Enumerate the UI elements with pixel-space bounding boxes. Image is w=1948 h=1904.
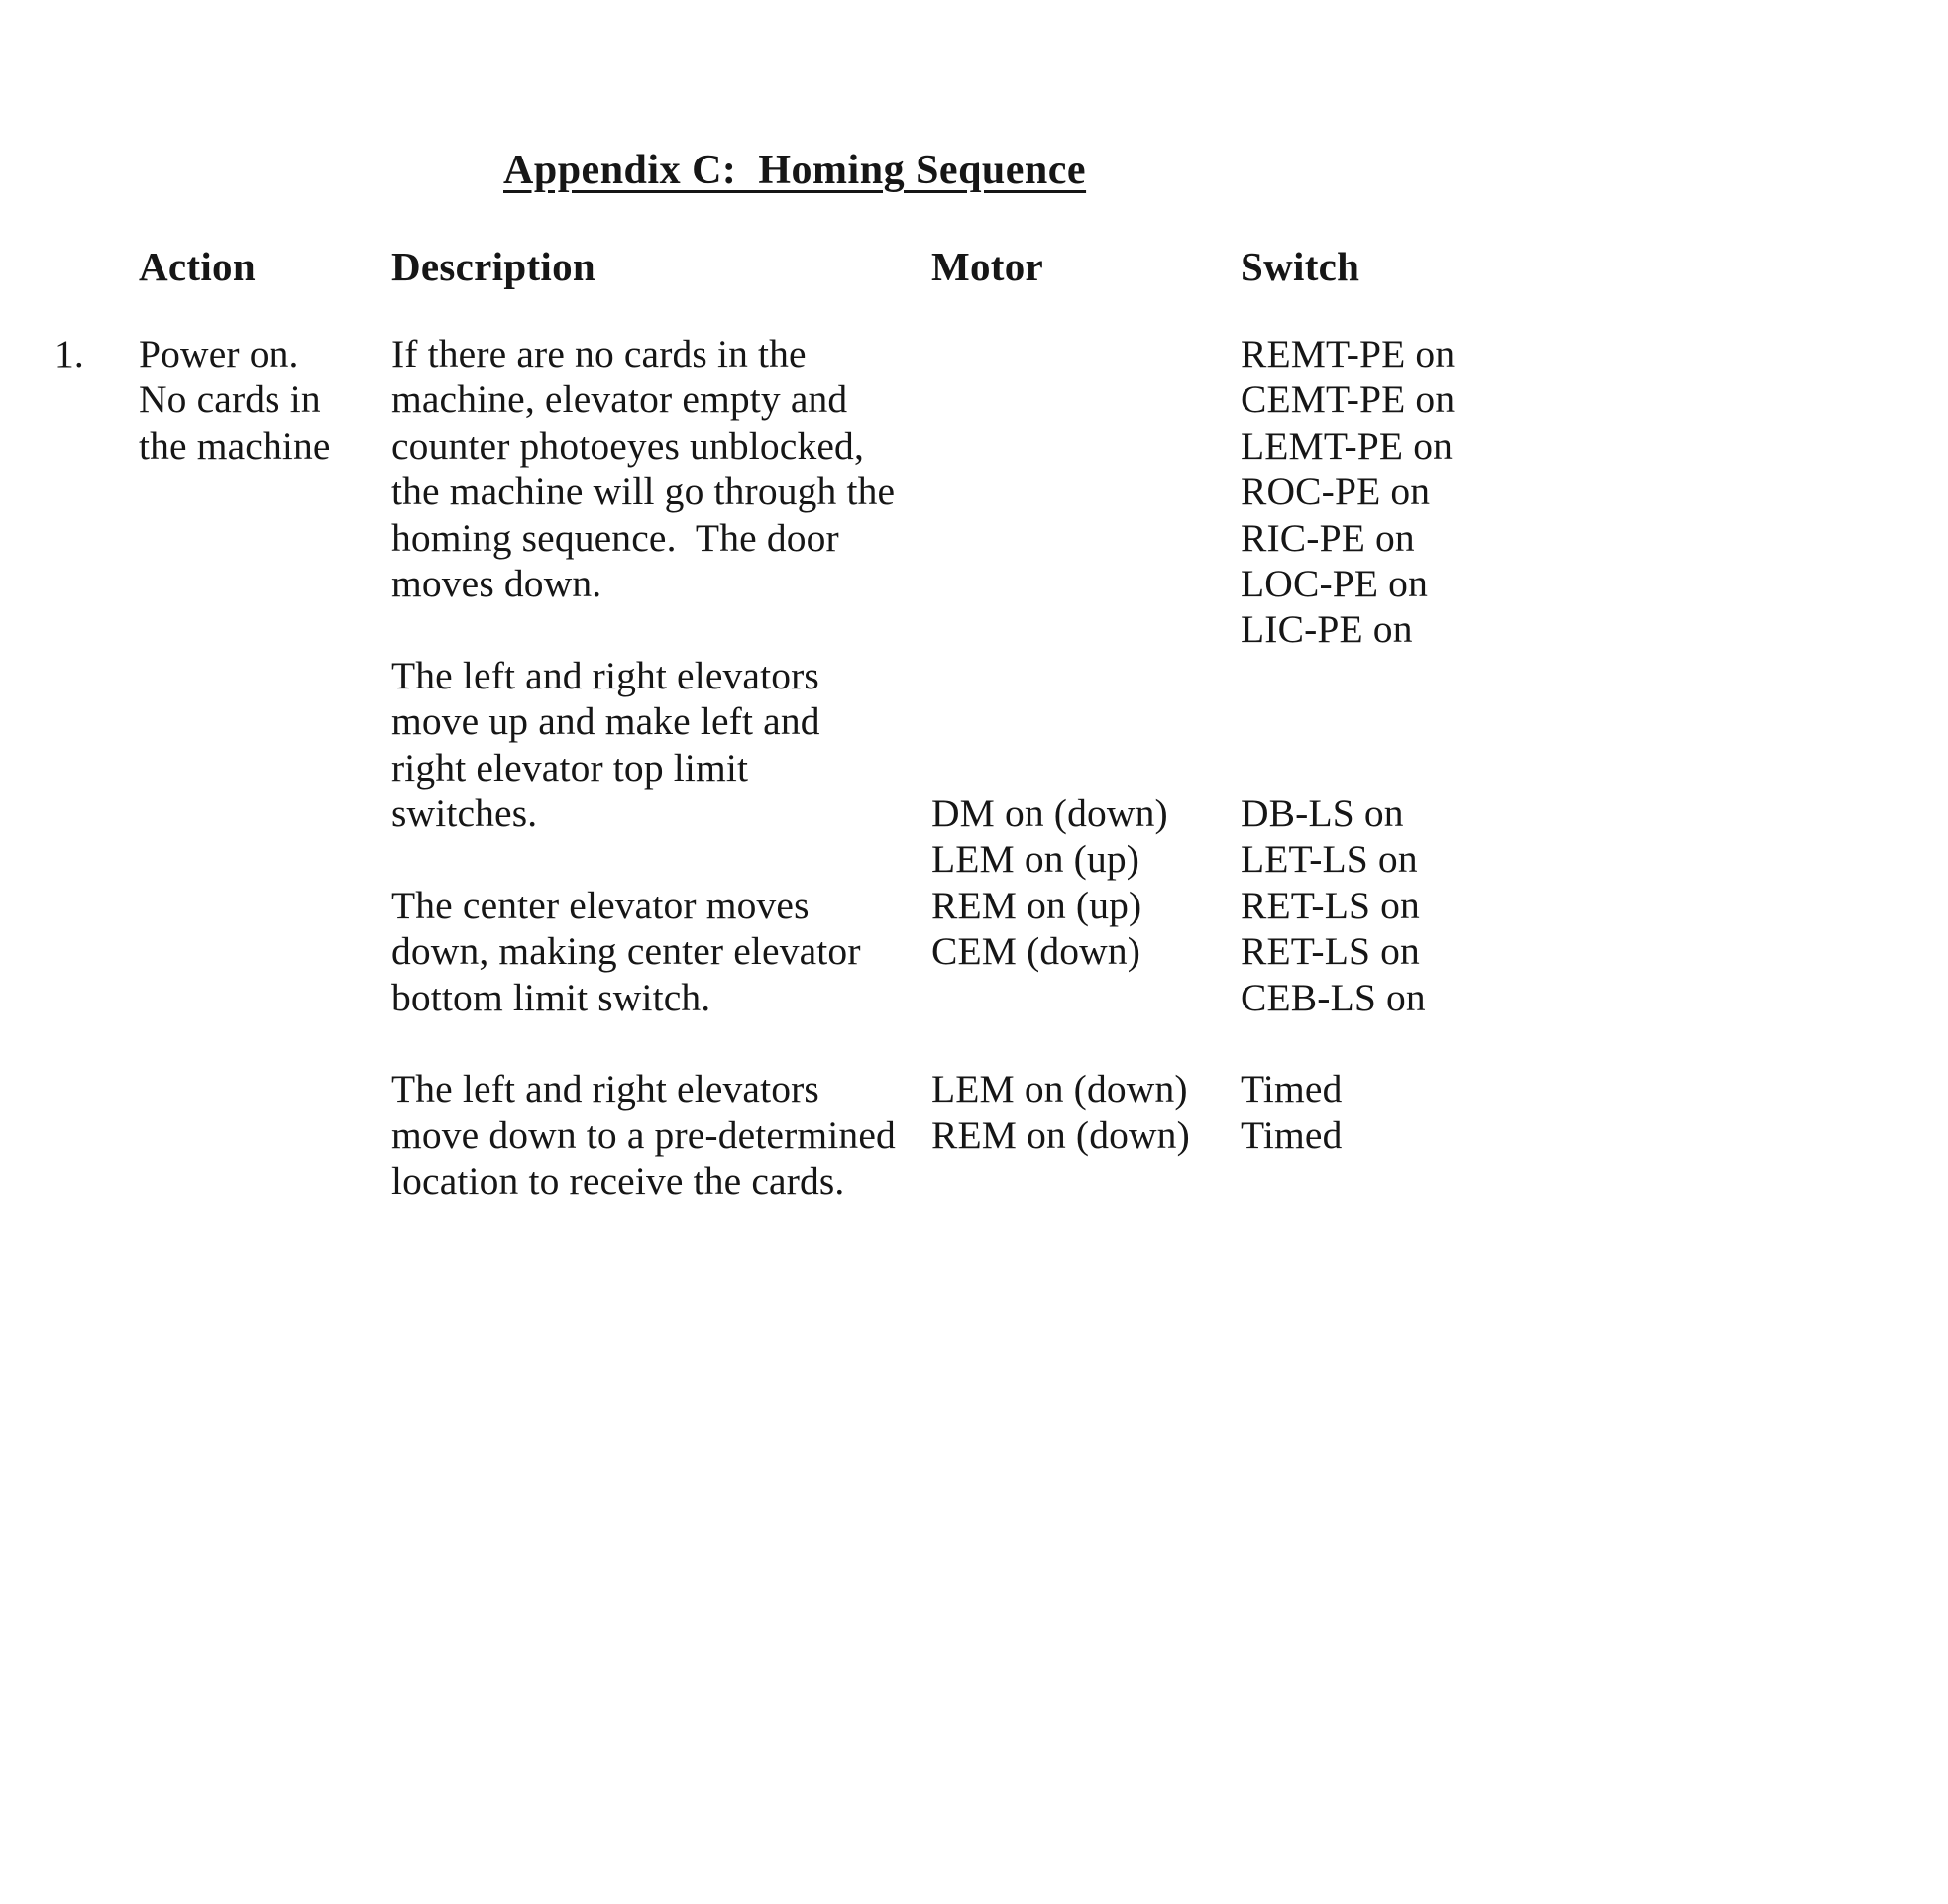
table-row (54, 606, 1897, 652)
description-cell: moves down. (391, 562, 602, 606)
row-number (54, 423, 139, 469)
row-number (54, 745, 139, 791)
table-row (54, 423, 1897, 469)
row-number (54, 975, 139, 1020)
motor-cell (931, 698, 1241, 744)
header-description: Description (391, 244, 595, 289)
table-row (54, 469, 1897, 514)
action-cell (139, 1158, 391, 1204)
description-cell: bottom limit switch. (391, 975, 711, 1019)
action-cell (139, 515, 391, 561)
action-cell (139, 606, 391, 652)
action-cell: No cards in (139, 377, 321, 422)
row-number (54, 469, 139, 514)
row-number (54, 606, 139, 652)
description-cell: homing sequence. The door (391, 515, 839, 560)
row-number (54, 515, 139, 561)
motor-cell (931, 423, 1241, 469)
description-cell: right elevator top limit (391, 745, 749, 790)
table-row (54, 1158, 1897, 1204)
description-cell (391, 606, 931, 652)
header-motor: Motor (931, 244, 1044, 289)
motor-cell (931, 515, 1241, 561)
row-number (54, 1066, 139, 1111)
table-row (54, 1112, 1897, 1158)
switch-cell: LEMT-PE on (1241, 423, 1454, 468)
row-number (54, 836, 139, 882)
switch-cell: LOC-PE on (1241, 562, 1428, 606)
table-row (54, 745, 1897, 791)
description-cell (391, 1020, 931, 1066)
motor-cell: LEM on (up) (931, 837, 1140, 882)
action-cell (139, 561, 391, 606)
table-header-row (54, 243, 1897, 290)
motor-cell (931, 561, 1241, 606)
header-action: Action (139, 244, 256, 289)
table-row (54, 928, 1897, 974)
action-cell (139, 836, 391, 882)
motor-cell (931, 469, 1241, 514)
switch-cell: DB-LS on (1241, 792, 1404, 836)
description-cell: If there are no cards in the (391, 332, 807, 375)
row-number (54, 883, 139, 928)
action-cell: the machine (139, 423, 331, 468)
switch-cell: RET-LS on (1241, 883, 1420, 927)
row-number (54, 376, 139, 422)
table-row (54, 791, 1897, 836)
table-row (54, 376, 1897, 422)
action-cell (139, 791, 391, 836)
description-cell: The left and right elevators (391, 1067, 819, 1111)
description-cell: machine, elevator empty and (391, 377, 848, 422)
motor-cell (931, 1158, 1241, 1204)
description-cell: The left and right elevators (391, 653, 819, 697)
row-number (54, 1158, 139, 1204)
description-cell: counter photoeyes unblocked, (391, 423, 864, 468)
description-cell: down, making center elevator (391, 929, 861, 974)
row-number (54, 653, 139, 698)
motor-cell (931, 653, 1241, 698)
description-cell (391, 836, 931, 882)
row-number (54, 561, 139, 606)
table-row (54, 883, 1897, 928)
row-number: 1. (54, 332, 84, 375)
action-cell (139, 698, 391, 744)
switch-cell: Timed (1241, 1112, 1343, 1157)
action-cell (139, 1066, 391, 1111)
table-row (54, 331, 1897, 376)
motor-cell (931, 1020, 1241, 1066)
motor-cell (931, 331, 1241, 376)
motor-cell (931, 606, 1241, 652)
switch-cell (1241, 698, 1558, 744)
action-cell (139, 883, 391, 928)
table-row (54, 561, 1897, 606)
table-row (54, 836, 1897, 882)
action-cell (139, 469, 391, 514)
switch-cell: ROC-PE on (1241, 470, 1431, 514)
page-title: Appendix C: Homing Sequence (503, 148, 1087, 193)
description-cell: the machine will go through the (391, 470, 896, 514)
row-number (54, 698, 139, 744)
action-cell: Power on. (139, 332, 299, 375)
table-row (54, 653, 1897, 698)
table-row (54, 515, 1897, 561)
table-row (54, 1066, 1897, 1111)
switch-cell (1241, 745, 1558, 791)
switch-cell (1241, 653, 1558, 698)
switch-cell: Timed (1241, 1067, 1343, 1111)
action-cell (139, 975, 391, 1020)
motor-cell: CEM (down) (931, 929, 1141, 974)
row-number (54, 928, 139, 974)
table-body (54, 331, 1897, 1205)
switch-cell (1241, 1020, 1558, 1066)
action-cell (139, 653, 391, 698)
header-switch: Switch (1241, 244, 1360, 289)
description-cell: move down to a pre-determined (391, 1112, 896, 1157)
motor-cell: DM on (down) (931, 792, 1168, 836)
action-cell (139, 1020, 391, 1066)
description-cell: switches. (391, 792, 538, 836)
table-row (54, 1020, 1897, 1066)
switch-cell: CEB-LS on (1241, 975, 1426, 1019)
table-row (54, 698, 1897, 744)
description-cell: move up and make left and (391, 699, 820, 744)
switch-cell: CEMT-PE on (1241, 377, 1456, 422)
switch-cell: RET-LS on (1241, 929, 1420, 974)
motor-cell: REM on (up) (931, 883, 1142, 927)
motor-cell: LEM on (down) (931, 1067, 1188, 1111)
motor-cell (931, 376, 1241, 422)
action-cell (139, 1112, 391, 1158)
action-cell (139, 928, 391, 974)
description-cell: The center elevator moves (391, 883, 810, 927)
motor-cell: REM on (down) (931, 1112, 1190, 1157)
row-number (54, 791, 139, 836)
switch-cell: REMT-PE on (1241, 332, 1456, 375)
action-cell (139, 745, 391, 791)
header-spacer (54, 243, 139, 288)
switch-cell: RIC-PE on (1241, 515, 1415, 560)
motor-cell (931, 975, 1241, 1020)
table-row (54, 975, 1897, 1020)
motor-cell (931, 745, 1241, 791)
row-number (54, 1020, 139, 1066)
switch-cell: LIC-PE on (1241, 607, 1413, 652)
row-number (54, 1112, 139, 1158)
switch-cell: LET-LS on (1241, 837, 1418, 882)
description-cell: location to receive the cards. (391, 1159, 845, 1204)
switch-cell (1241, 1158, 1558, 1204)
